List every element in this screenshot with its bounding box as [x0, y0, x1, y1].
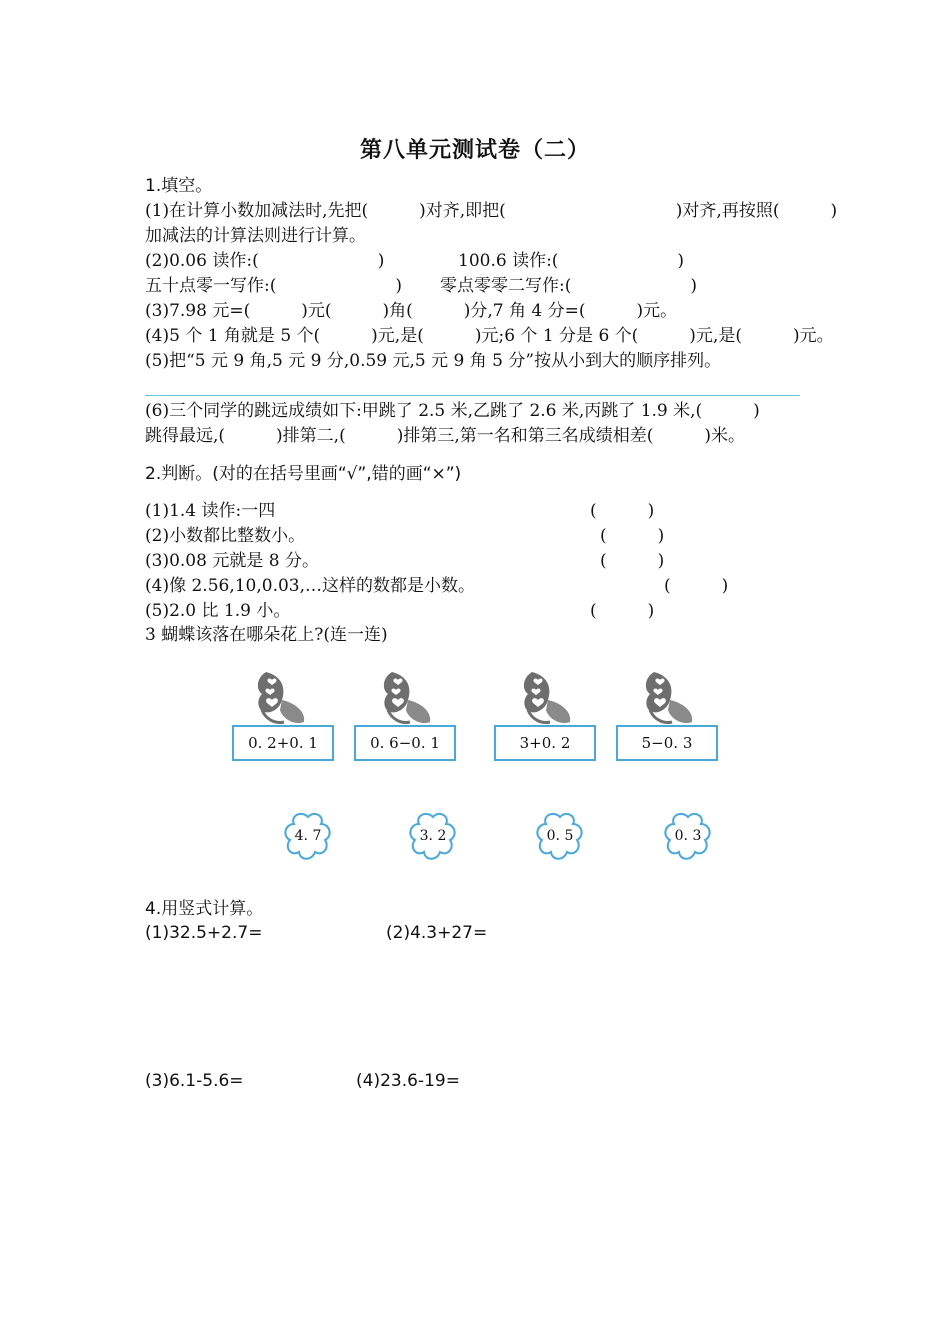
section3-heading: 3 蝴蝶该落在哪朵花上?(连一连): [145, 625, 388, 645]
page-title: 第八单元测试卷（二）: [359, 137, 590, 163]
q4-line: (4)5 个 1 角就是 5 个( )元,是( )元;6 个 1 分是 6 个( )元,是( )元。: [145, 326, 834, 346]
judge-bracket-3: ( ): [600, 551, 665, 571]
judge-item-4: (4)像 2.56,10,0.03,…这样的数都是小数。: [145, 576, 476, 596]
expression-box-4[interactable]: 5−0. 3: [616, 725, 718, 761]
butterfly-icon: [518, 670, 578, 726]
q2-line-a-left: (2)0.06 读作:( ): [145, 251, 385, 271]
expression-box-2[interactable]: 0. 6−0. 1: [354, 725, 456, 761]
judge-bracket-5: ( ): [590, 601, 655, 621]
flower-value: 4. 7: [294, 828, 322, 844]
q1-line-a: (1)在计算小数加减法时,先把( )对齐,即把( )对齐,再按照( ): [145, 201, 838, 221]
q1-line-b: 加减法的计算法则进行计算。: [145, 226, 366, 246]
calc-problem-2: (2)4.3+27=: [386, 923, 488, 943]
butterfly-icon: [378, 670, 438, 726]
flower-1[interactable]: [283, 811, 333, 861]
q6-line-b: 跳得最远,( )排第二,( )排第三,第一名和第三名成绩相差( )米。: [145, 426, 746, 446]
q3-line: (3)7.98 元=( )元( )角( )分,7 角 4 分=( )元。: [145, 301, 678, 321]
flower-4[interactable]: [663, 811, 713, 861]
judge-item-1: (1)1.4 读作:一四: [145, 501, 276, 521]
section2-heading: 2.判断。(对的在括号里画“√”,错的画“×”): [145, 464, 462, 484]
expression-box-1[interactable]: 0. 2+0. 1: [232, 725, 334, 761]
judge-bracket-4: ( ): [664, 576, 729, 596]
flower-3[interactable]: [535, 811, 585, 861]
judge-item-5: (5)2.0 比 1.9 小。: [145, 601, 291, 621]
expression-box-3[interactable]: 3+0. 2: [494, 725, 596, 761]
q2-line-b-left: 五十点零一写作:( ): [145, 276, 402, 296]
calc-problem-4: (4)23.6-19=: [356, 1071, 460, 1091]
q5-line: (5)把“5 元 9 角,5 元 9 分,0.59 元,5 元 9 角 5 分”按从小到大的顺序排列。: [145, 351, 722, 371]
butterfly-icon: [640, 670, 700, 726]
flower-value: 3. 2: [419, 828, 447, 844]
calc-problem-1: (1)32.5+2.7=: [145, 923, 263, 943]
q2-line-b-right: 零点零零二写作:( ): [440, 276, 697, 296]
calc-problem-3: (3)6.1-5.6=: [145, 1071, 244, 1091]
section1-heading: 1.填空。: [145, 176, 213, 196]
judge-item-3: (3)0.08 元就是 8 分。: [145, 551, 319, 571]
flower-value: 0. 5: [546, 828, 574, 844]
flower-value: 0. 3: [674, 828, 702, 844]
q2-line-a-right: 100.6 读作:( ): [458, 251, 685, 271]
butterfly-icon: [252, 670, 312, 726]
flower-2[interactable]: [408, 811, 458, 861]
section4-heading: 4.用竖式计算。: [145, 899, 264, 919]
judge-bracket-2: ( ): [600, 526, 665, 546]
judge-bracket-1: ( ): [590, 501, 655, 521]
judge-item-2: (2)小数都比整数小。: [145, 526, 306, 546]
q6-line-a: (6)三个同学的跳远成绩如下:甲跳了 2.5 米,乙跳了 2.6 米,丙跳了 1.9 米,( ): [145, 401, 760, 421]
answer-line: [145, 395, 800, 396]
